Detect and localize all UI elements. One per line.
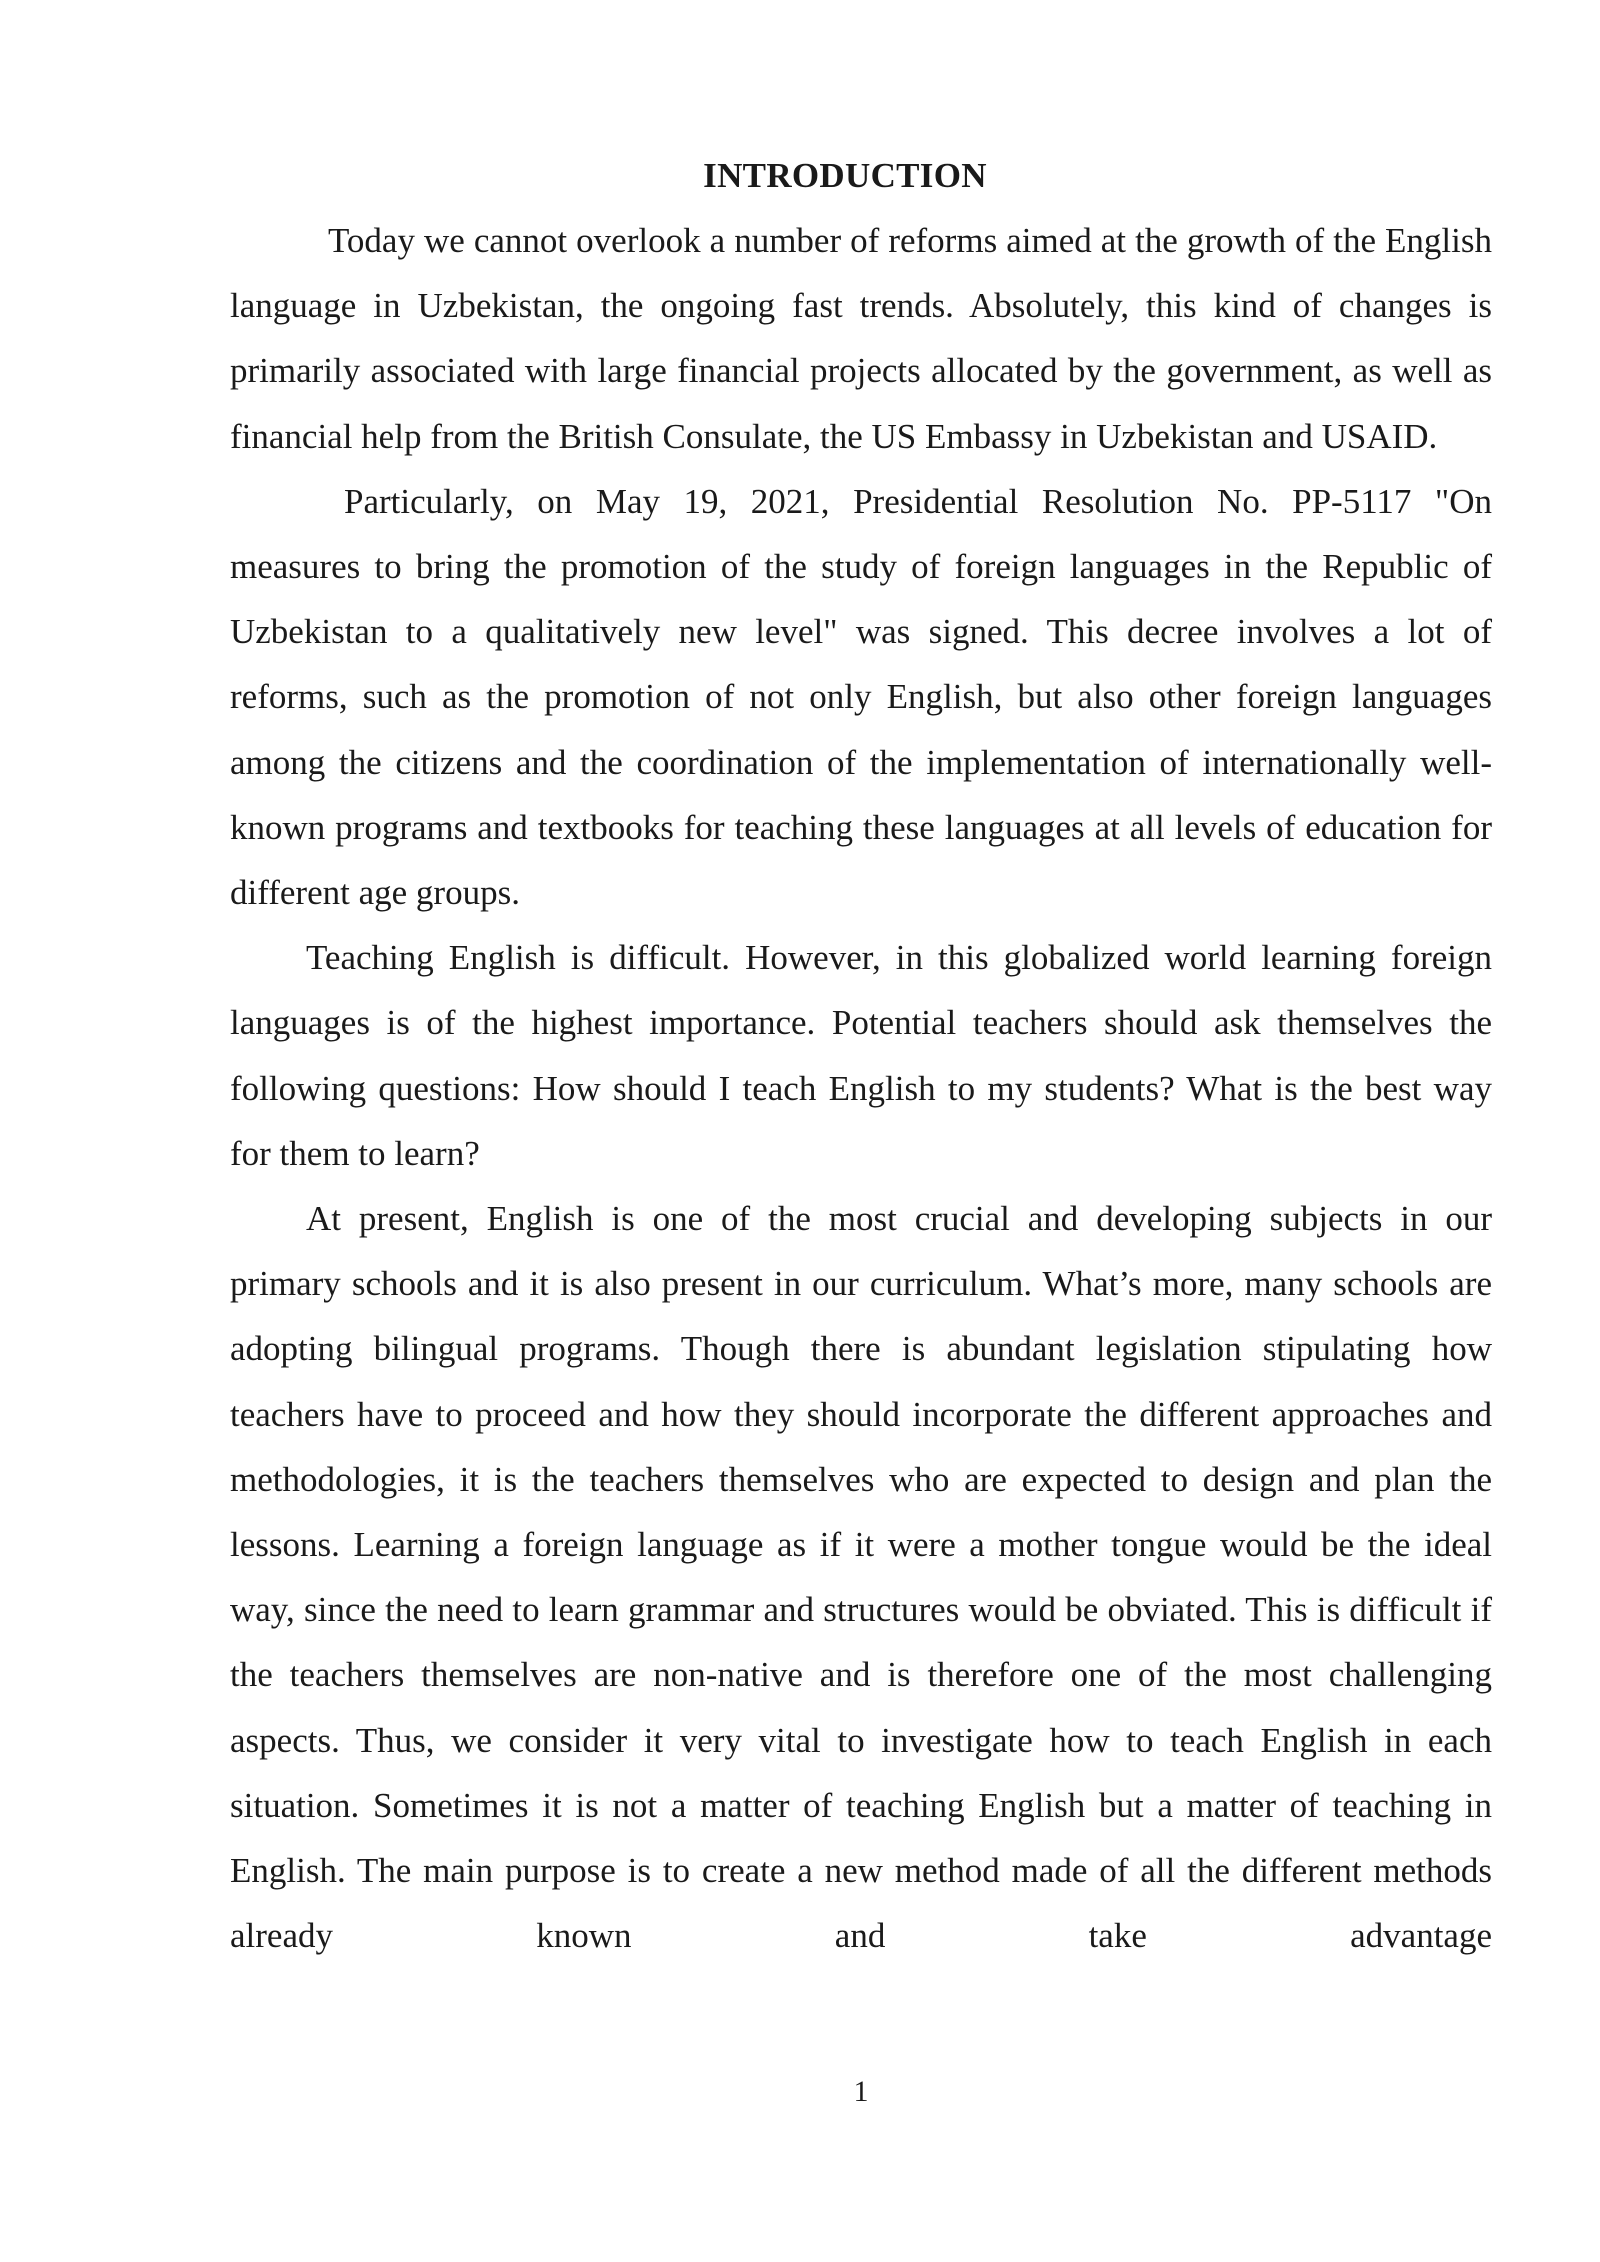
section-heading: INTRODUCTION — [703, 156, 987, 195]
paragraph-teaching-difficulty: Teaching English is difficult. However, in this globalized world learning foreign languages is of the highest importance. Potential teachers should ask themselves the following questions: How should I teach English to my students? What is the best way for them to learn? — [230, 938, 1492, 1173]
paragraph-present-situation: At present, English is one of the most crucial and developing subjects in our primary schools and it is also present in our curriculum. What’s more, many schools are adopting bilingual programs. Though there is abundant legislation stipulating how teachers have to proceed and how they should incorporate the different approaches and methodologies, it is the teachers themselves who are expected to design and plan the lessons. Learning a foreign language as if it were a mother tongue would be the ideal way, since the need to learn grammar and structures would be obviated. This is difficult if the teachers themselves are non-native and is therefore one of the most challenging aspects. Thus, we consider it very vital to investigate how to teach English in each situation. Sometimes it is not a matter of teaching English but a matter of teaching in English. The main purpose is to create a new method made of all the different methods already known and take advantage — [230, 1199, 1492, 1956]
body-text — [230, 208, 1492, 1968]
page-number: 1 — [853, 2075, 869, 2108]
paragraph-resolution: Particularly, on May 19, 2021, Presidential Resolution No. PP-5117 "On measures to bring the promotion of the study of foreign languages in the Republic of Uzbekistan to a qualitatively new level" was signed. This decree involves a lot of reforms, such as the promotion of not only English, but also other foreign languages among the citizens and the coordination of the implementation of internationally well-known programs and textbooks for teaching these languages at all levels of education for different age groups. — [230, 481, 1492, 913]
paragraph-intro: Today we cannot overlook a number of reforms aimed at the growth of the English language in Uzbekistan, the ongoing fast trends. Absolutely, this kind of changes is primarily associated with large financial projects allocated by the government, as well as financial help from the British Consulate, the US Embassy in Uzbekistan and USAID. — [230, 221, 1492, 456]
